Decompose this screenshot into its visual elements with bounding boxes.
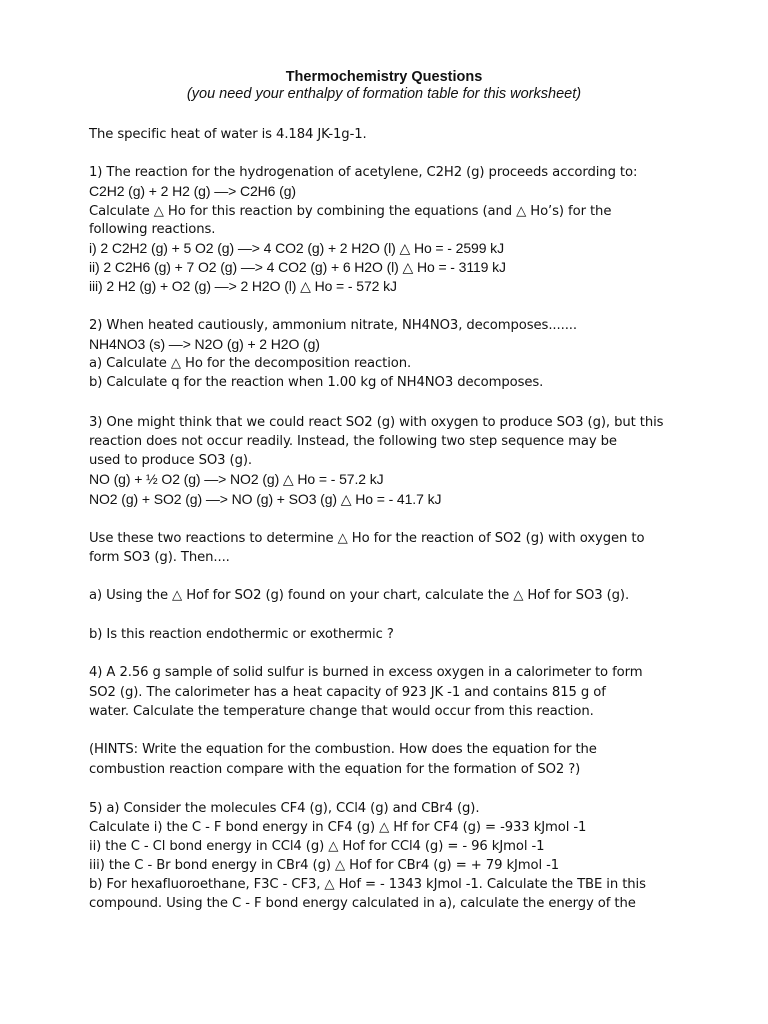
question-3-instruction-cont: form SO3 (g). Then.... (89, 550, 230, 565)
question-2-part-a: a) Calculate △ Ho for the decomposition reaction. (89, 356, 412, 371)
question-2-equation: NH4NO3 (s) —> N2O (g) + 2 H2O (g) (89, 336, 320, 352)
question-1-instruction: Calculate △ Ho for this reaction by combining the equations (and △ Ho’s) for the (89, 204, 612, 219)
question-4-task: water. Calculate the temperature change that would occur from this reaction. (89, 704, 594, 719)
question-2-part-b: b) Calculate q for the reaction when 1.00 kg of NH4NO3 decomposes. (89, 375, 544, 390)
question-3-step-2: NO2 (g) + SO2 (g) —> NO (g) + SO3 (g) △ Ho = - 41.7 kJ (89, 491, 442, 507)
page-subtitle: (you need your enthalpy of formation table for this worksheet) (186, 86, 582, 102)
question-5-part-b-cont: compound. Using the C - F bond energy calculated in a), calculate the energy of the (89, 896, 636, 911)
question-1-reaction-ii: ii) 2 C2H6 (g) + 7 O2 (g) —> 4 CO2 (g) + 6 H2O (l) △ Ho = - 3119 kJ (89, 259, 506, 275)
question-3-intro-cont: reaction does not occur readily. Instead, the following two step sequence may be (89, 434, 617, 449)
question-3-intro-end: used to produce SO3 (g). (89, 453, 252, 468)
question-3-part-b: b) Is this reaction endothermic or exothermic ? (89, 627, 394, 642)
question-5-part-iii: iii) the C - Br bond energy in CBr4 (g) △ Hof for CBr4 (g) = + 79 kJmol -1 (89, 858, 560, 873)
question-1-reaction-i: i) 2 C2H2 (g) + 5 O2 (g) —> 4 CO2 (g) + 2 H2O (l) △ Ho = - 2599 kJ (89, 240, 504, 256)
question-5-intro: 5) a) Consider the molecules CF4 (g), CCl4 (g) and CBr4 (g). (89, 801, 480, 816)
page-title: Thermochemistry Questions (285, 69, 483, 85)
question-4-intro: 4) A 2.56 g sample of solid sulfur is burned in excess oxygen in a calorimeter to form (89, 665, 643, 680)
question-1-instruction-cont: following reactions. (89, 222, 216, 237)
question-4-detail: SO2 (g). The calorimeter has a heat capacity of 923 JK -1 and contains 815 g of (89, 685, 606, 700)
question-1-equation: C2H2 (g) + 2 H2 (g) —> C2H6 (g) (89, 183, 296, 199)
question-4-hint: (HINTS: Write the equation for the combustion. How does the equation for the (89, 742, 597, 757)
question-2-intro: 2) When heated cautiously, ammonium nitrate, NH4NO3, decomposes....... (89, 318, 577, 333)
question-5-part-ii: ii) the C - Cl bond energy in CCl4 (g) △ Hof for CCl4 (g) = - 96 kJmol -1 (89, 839, 545, 854)
question-1-reaction-iii: iii) 2 H2 (g) + O2 (g) —> 2 H2O (l) △ Ho = - 572 kJ (89, 278, 397, 294)
question-1-intro: 1) The reaction for the hydrogenation of acetylene, C2H2 (g) proceeds according to: (89, 165, 638, 180)
question-3-instruction: Use these two reactions to determine △ Ho for the reaction of SO2 (g) with oxygen to (89, 531, 645, 546)
specific-heat-note: The specific heat of water is 4.184 JK-1g-1. (89, 127, 367, 142)
question-3-part-a: a) Using the △ Hof for SO2 (g) found on your chart, calculate the △ Hof for SO3 (g). (89, 588, 630, 603)
question-4-hint-cont: combustion reaction compare with the equation for the formation of SO2 ?) (89, 762, 581, 777)
question-3-intro: 3) One might think that we could react SO2 (g) with oxygen to produce SO3 (g), but this (89, 415, 664, 430)
question-5-part-b: b) For hexafluoroethane, F3C - CF3, △ Hof = - 1343 kJmol -1. Calculate the TBE in this (89, 877, 646, 892)
question-3-step-1: NO (g) + ½ O2 (g) —> NO2 (g) △ Ho = - 57.2 kJ (89, 471, 384, 487)
question-5-part-i: Calculate i) the C - F bond energy in CF4 (g) △ Hf for CF4 (g) = -933 kJmol -1 (89, 820, 587, 835)
